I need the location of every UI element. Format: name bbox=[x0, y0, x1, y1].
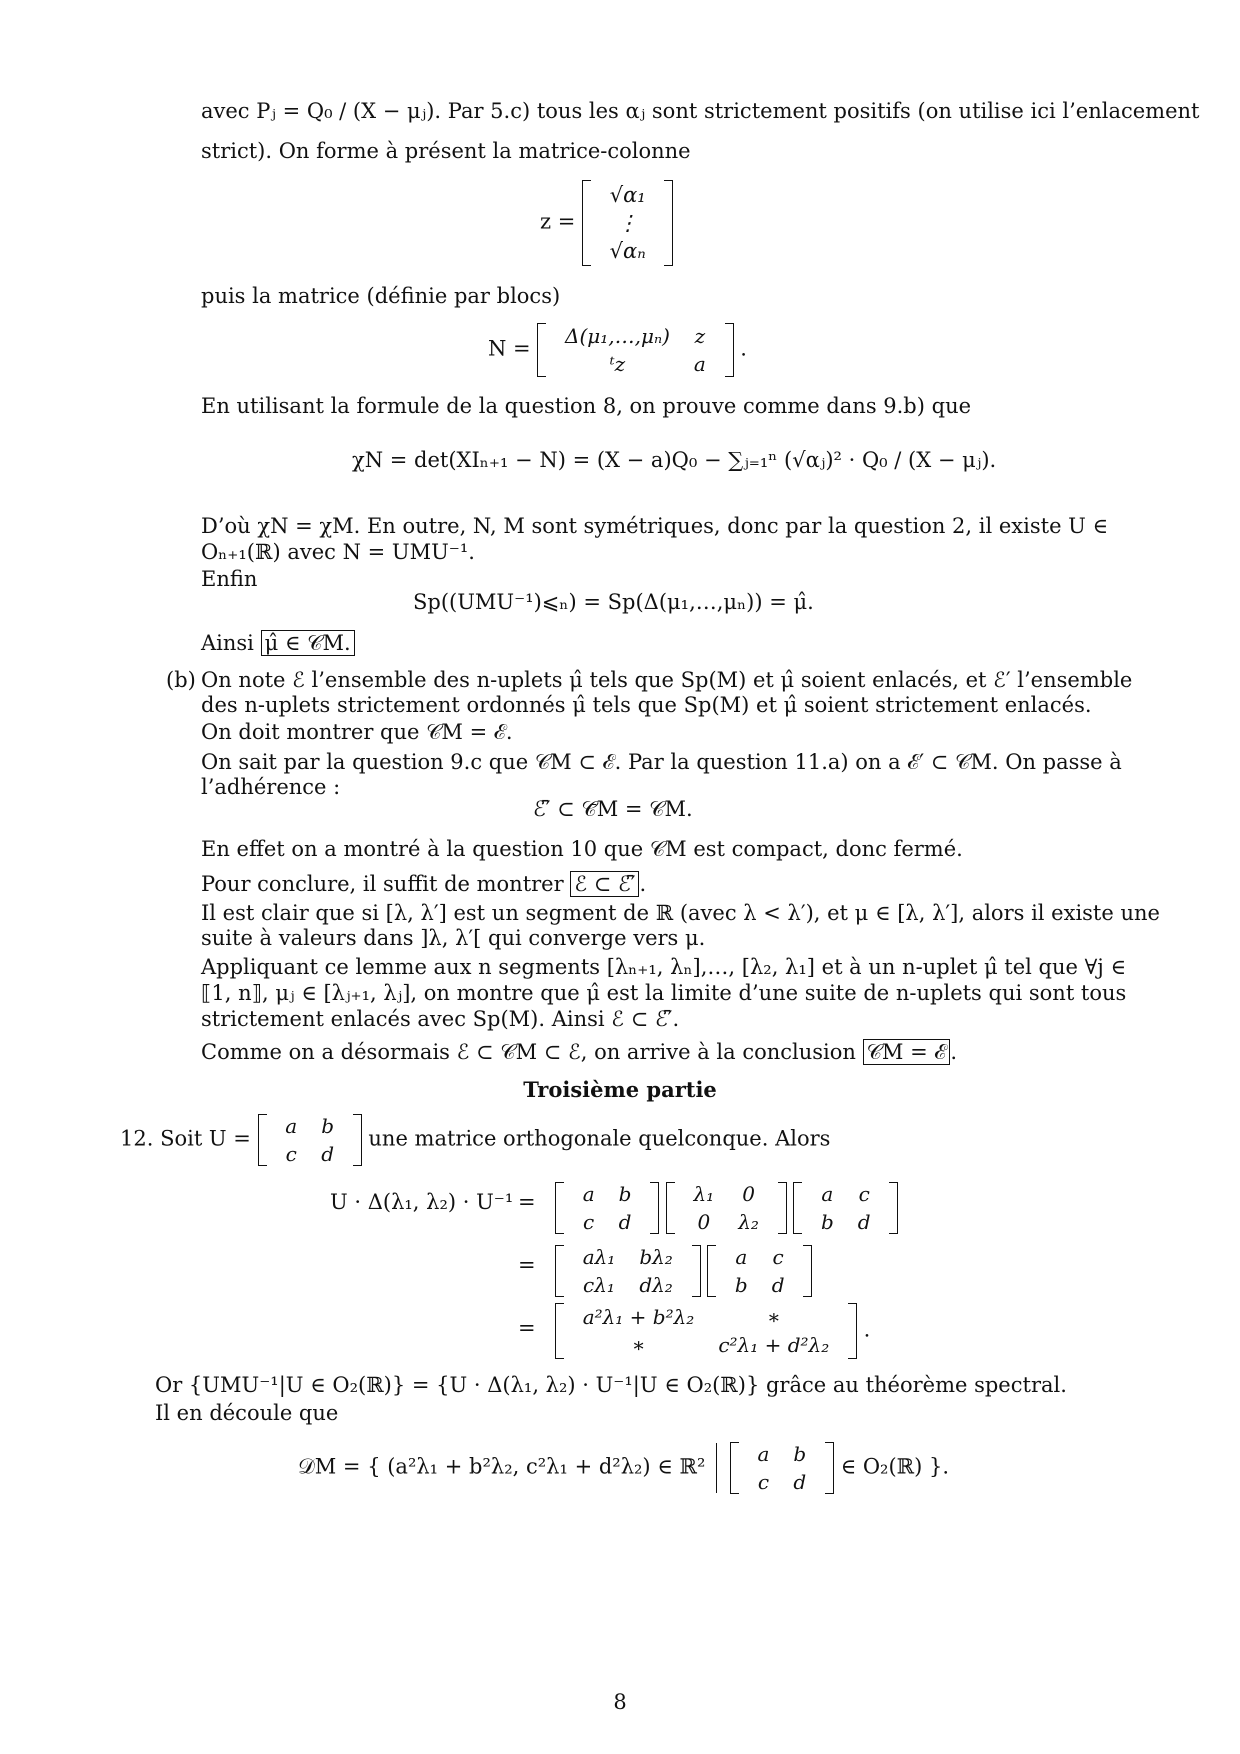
punct: . bbox=[863, 1317, 871, 1342]
text-line: On doit montrer que 𝒞M = ℰ. bbox=[201, 720, 513, 744]
left-bracket bbox=[555, 1303, 564, 1359]
matrix-cell: c bbox=[772, 1245, 784, 1269]
right-bracket bbox=[778, 1182, 787, 1234]
right-bracket bbox=[848, 1303, 857, 1359]
left-bracket bbox=[730, 1442, 739, 1494]
matrix-cell: dλ₂ bbox=[639, 1273, 673, 1297]
matrix bbox=[571, 1180, 644, 1236]
matrix-cell: a²λ₁ + b²λ₂ bbox=[582, 1305, 695, 1329]
text-line: puis la matrice (définie par blocs) bbox=[201, 284, 561, 308]
matrix-cell: a bbox=[285, 1114, 298, 1138]
text-line: des n-uplets strictement ordonnés μ̂ tels que Sp(M) et μ̂ soient strictement enlacés. bbox=[201, 693, 1092, 717]
right-bracket bbox=[803, 1245, 812, 1297]
question-label: 12. Soit U = bbox=[120, 1126, 251, 1151]
matrix-cell: bλ₂ bbox=[639, 1245, 673, 1269]
right-bracket bbox=[353, 1114, 362, 1166]
matrix-cell: c bbox=[757, 1470, 770, 1494]
matrix-cell: λ₁ bbox=[693, 1182, 715, 1206]
chi-equation: χN = det(XIₙ₊₁ − N) = (X − a)Q₀ − ∑ⱼ₌₁ⁿ (√αⱼ)² · Q₀ / (X − μⱼ). bbox=[352, 448, 997, 472]
matrix-cell: b bbox=[321, 1114, 335, 1138]
matrix-cell: cλ₁ bbox=[583, 1273, 615, 1297]
left-bracket bbox=[707, 1245, 716, 1297]
right-bracket bbox=[889, 1182, 898, 1234]
right-bracket bbox=[725, 323, 734, 377]
text-line: strictement enlacés avec Sp(M). Ainsi ℰ ⊂ ℰ′̄. bbox=[201, 1007, 680, 1031]
left-bracket bbox=[555, 1182, 564, 1234]
z-entries bbox=[598, 181, 658, 265]
section-heading: Troisième partie bbox=[523, 1077, 717, 1102]
item-label: (b) bbox=[166, 668, 196, 692]
text-line: D’où χN = χM. En outre, N, M sont symétriques, donc par la question 2, il existe U ∈ bbox=[201, 514, 1109, 538]
matrix-cell: λ₂ bbox=[738, 1210, 759, 1234]
matrix-cell: b bbox=[793, 1442, 807, 1466]
matrix-cell: 0 bbox=[742, 1182, 755, 1206]
matrix-cell: d bbox=[857, 1210, 871, 1234]
punct: . bbox=[740, 336, 747, 361]
z-entry: ⋮ bbox=[617, 211, 639, 235]
text-line: strict). On forme à présent la matrice-colonne bbox=[201, 139, 691, 163]
matrix-cell: c²λ₁ + d²λ₂ bbox=[718, 1333, 830, 1357]
z-entry: √α₁ bbox=[609, 183, 646, 207]
product-row-1 bbox=[555, 1180, 898, 1236]
matrix-cell: 0 bbox=[697, 1210, 711, 1234]
matrix-cell: c bbox=[858, 1182, 870, 1206]
left-bracket bbox=[793, 1182, 802, 1234]
matrix-cell: a bbox=[693, 352, 706, 376]
closure-equation: ℰ′̄ ⊂ 𝒞̄M = 𝒞M. bbox=[533, 797, 693, 821]
matrix-cell: a bbox=[735, 1245, 748, 1269]
matrix bbox=[571, 1243, 685, 1299]
right-bracket bbox=[692, 1245, 701, 1297]
left-bracket bbox=[555, 1245, 564, 1297]
text-line: Or {UMU⁻¹|U ∈ O₂(ℝ)} = {U · Δ(λ₁, λ₂) · U⁻¹|U ∈ O₂(ℝ)} grâce au théorème spectral. bbox=[155, 1373, 1067, 1397]
n-matrix bbox=[553, 322, 718, 378]
matrix-cell: a bbox=[821, 1182, 834, 1206]
matrix-cell: d bbox=[793, 1470, 807, 1494]
matrix-cell: d bbox=[618, 1210, 632, 1234]
punct: . bbox=[639, 872, 647, 896]
left-bracket bbox=[666, 1182, 675, 1234]
set-separator bbox=[716, 1443, 719, 1493]
text-line: l’adhérence : bbox=[201, 775, 341, 799]
matrix-cell: d bbox=[321, 1142, 335, 1166]
n-matrix-equation bbox=[488, 322, 747, 378]
matrix-cell: z bbox=[694, 324, 706, 348]
u-matrix bbox=[273, 1112, 346, 1168]
dm-lhs: 𝒟M = { (a²λ₁ + b²λ₂, c²λ₁ + d²λ₂) ∈ ℝ² bbox=[298, 1454, 706, 1479]
matrix-cell: b bbox=[734, 1273, 748, 1297]
z-entry: √αₙ bbox=[609, 239, 646, 263]
sp-equation: Sp((UMU⁻¹)⩽ₙ) = Sp(Δ(μ₁,…,μₙ)) = μ̂. bbox=[413, 590, 814, 614]
matrix bbox=[809, 1180, 883, 1236]
text-line: En effet on a montré à la question 10 que 𝒞M est compact, donc fermé. bbox=[201, 837, 963, 861]
text-line: En utilisant la formule de la question 8, on prouve comme dans 9.b) que bbox=[201, 394, 972, 418]
question-text: une matrice orthogonale quelconque. Alors bbox=[368, 1126, 831, 1151]
left-bracket bbox=[258, 1114, 267, 1166]
text-line: suite à valeurs dans ]λ, λ′[ qui converge vers μ. bbox=[201, 926, 706, 950]
matrix-cell: ᵗz bbox=[609, 352, 626, 376]
equals-sign: = bbox=[518, 1316, 536, 1340]
matrix bbox=[571, 1303, 842, 1359]
matrix-cell: d bbox=[771, 1273, 785, 1297]
text-line: Oₙ₊₁(ℝ) avec N = UMU⁻¹. bbox=[201, 540, 475, 564]
right-bracket bbox=[650, 1182, 659, 1234]
conclusion-line bbox=[201, 1039, 1240, 1065]
matrix-cell: c bbox=[583, 1210, 595, 1234]
punct: . bbox=[950, 1040, 958, 1064]
right-bracket bbox=[664, 180, 673, 266]
matrix-cell: a bbox=[582, 1182, 595, 1206]
equals-sign: = bbox=[518, 1253, 536, 1277]
text-line: Enfin bbox=[201, 567, 258, 591]
matrix-cell: ∗ bbox=[766, 1305, 781, 1329]
ainsi-line bbox=[201, 630, 1240, 656]
matrix bbox=[682, 1180, 771, 1236]
matrix-cell: c bbox=[285, 1142, 297, 1166]
matrix-cell: Δ(μ₁,…,μₙ) bbox=[565, 324, 670, 348]
question-12-line bbox=[120, 1112, 830, 1168]
z-vector-equation bbox=[540, 180, 673, 266]
text: Comme on a désormais ℰ ⊂ 𝒞M ⊂ ℰ, on arrive à la conclusion bbox=[201, 1040, 856, 1064]
text: Pour conclure, il suffit de montrer bbox=[201, 872, 564, 896]
n-label: N = bbox=[488, 336, 531, 361]
dm-rhs: ∈ O₂(ℝ) }. bbox=[840, 1454, 949, 1479]
matrix-cell: aλ₁ bbox=[582, 1245, 616, 1269]
right-bracket bbox=[825, 1442, 834, 1494]
text-line: On sait par la question 9.c que 𝒞M ⊂ ℰ. Par la question 11.a) on a ℰ′ ⊂ 𝒞M. On passe à bbox=[201, 750, 1122, 774]
text-line: On note ℰ l’ensemble des n-uplets μ̂ tels que Sp(M) et μ̂ soient enlacés, et ℰ′ l’ensemble bbox=[201, 668, 1133, 692]
conclude-line bbox=[201, 871, 1240, 897]
text-line: ⟦1, n⟧, μⱼ ∈ [λⱼ₊₁, λⱼ], on montre que μ̂ est la limite d’une suite de n-uplets qui sont tous bbox=[201, 981, 1127, 1005]
boxed-result: ℰ ⊂ ℰ′̄ bbox=[570, 871, 639, 897]
left-bracket bbox=[582, 180, 591, 266]
boxed-result: 𝒞M = ℰ bbox=[863, 1039, 951, 1065]
matrix-cell: b bbox=[618, 1182, 632, 1206]
dm-equation bbox=[298, 1440, 949, 1496]
boxed-result: μ̂ ∈ 𝒞M. bbox=[261, 630, 355, 656]
matrix-cell: a bbox=[757, 1442, 770, 1466]
product-lhs: U · Δ(λ₁, λ₂) · U⁻¹ bbox=[330, 1190, 514, 1214]
matrix-cell: ∗ bbox=[631, 1333, 646, 1357]
product-row-2 bbox=[555, 1243, 812, 1299]
text: Ainsi bbox=[201, 631, 254, 655]
dm-matrix bbox=[745, 1440, 818, 1496]
text-line: Il est clair que si [λ, λ′] est un segment de ℝ (avec λ < λ′), et μ ∈ [λ, λ′], alors il existe une bbox=[201, 901, 1160, 925]
matrix bbox=[723, 1243, 797, 1299]
text-line: Appliquant ce lemme aux n segments [λₙ₊₁, λₙ],…, [λ₂, λ₁] et à un n-uplet μ̂ tel que ∀j ∈ bbox=[201, 955, 1127, 979]
text-line: avec Pⱼ = Q₀ / (X − μⱼ). Par 5.c) tous les αⱼ sont strictement positifs (on utilise ici l’enlacement bbox=[201, 99, 1200, 123]
text-line: Il en découle que bbox=[155, 1401, 339, 1425]
page-number: 8 bbox=[613, 1690, 627, 1714]
z-label: z = bbox=[540, 209, 576, 234]
left-bracket bbox=[537, 323, 546, 377]
equals-sign: = bbox=[518, 1190, 536, 1214]
product-row-3 bbox=[555, 1303, 870, 1359]
matrix-cell: b bbox=[820, 1210, 834, 1234]
